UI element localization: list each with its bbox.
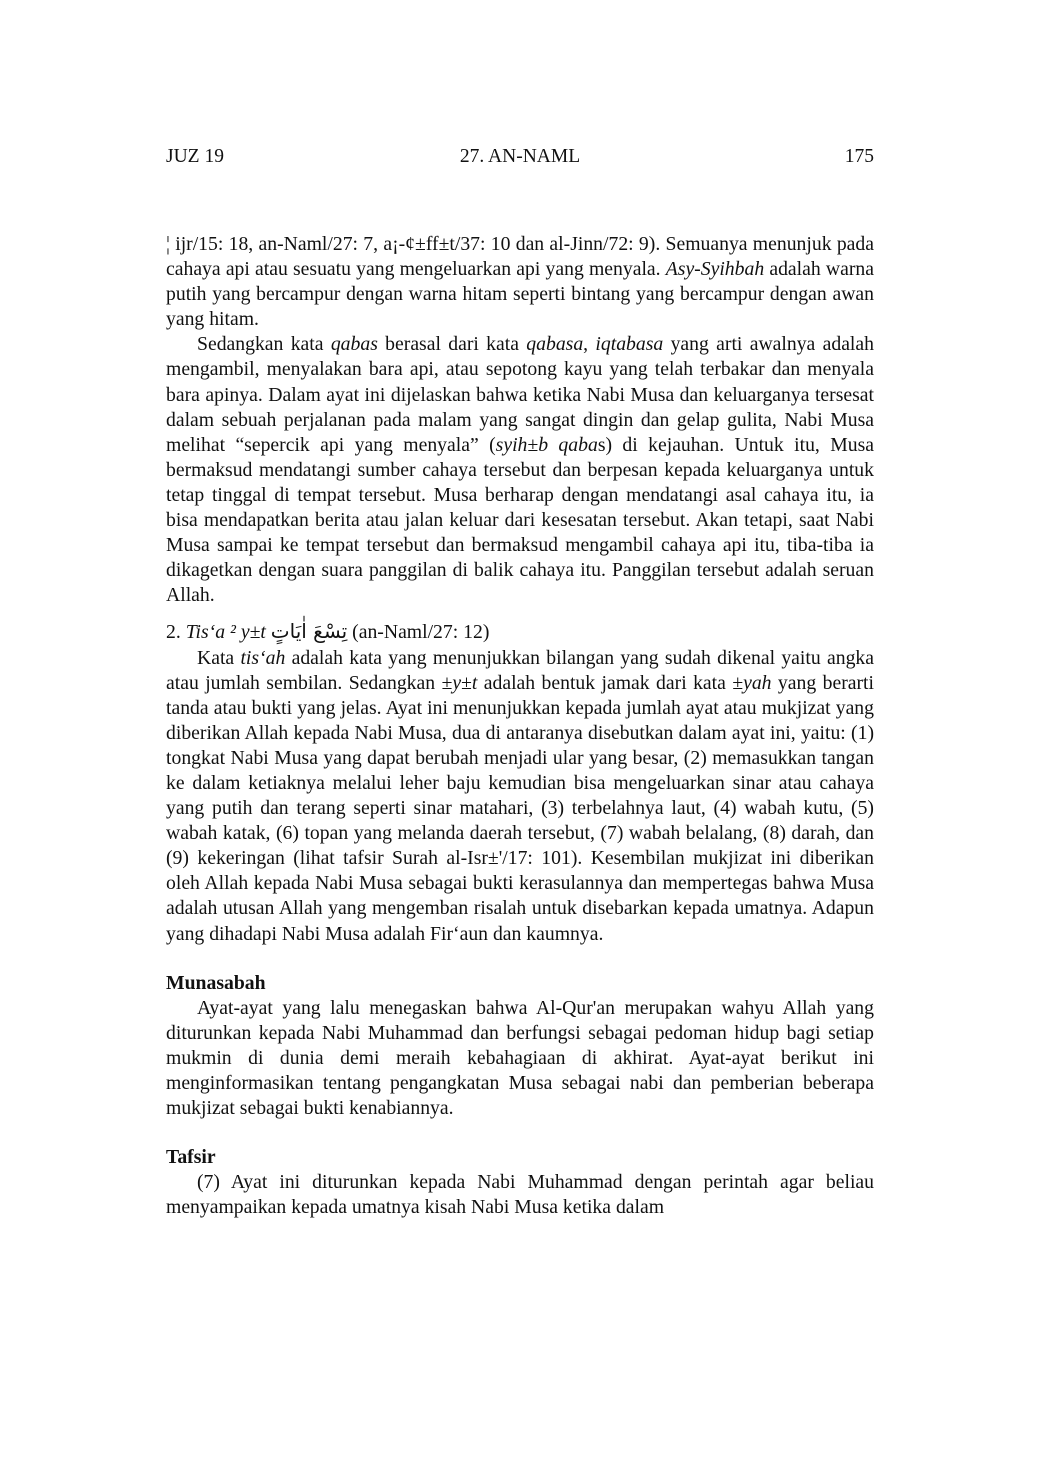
subheading-transliteration: Tis‘a ² y±t [185,621,266,644]
section-heading-munasabah: Munasabah [166,971,266,994]
paragraph-munasabah: Ayat-ayat yang lalu menegaskan bahwa Al-Qur'an merupakan wahyu Allah yang diturunkan kepada Nabi Muhammad dan berfungsi sebagai pedoman hidup bagi setiap mukmin di dunia demi meraih kebahagiaan di akhirat. Ayat-ayat berikut ini menginformasikan tentang pengangkatan Musa sebagai nabi dan pemberian beberapa mukjizat sebagai bukti kenabiannya. [166,996,874,1120]
page-body [166,232,874,1220]
juz-label: JUZ 19 [166,146,224,167]
term-syihab-qabas: syih±b qaba [495,433,598,456]
section-heading-tafsir: Tafsir [166,1146,216,1169]
term-qabas: qabas [330,333,378,356]
surah-title: 27. AN-NAML [459,146,581,167]
subheading-tisa-ayat: 2. Tis‘a ² y±t تِسْعَ اٰيَاتٍ (an-Naml/27: 12) [166,619,490,644]
term-qabasa: qabasa [526,333,584,356]
term-asy-syihbah: Asy-Syihbah [665,258,765,281]
paragraph-qabas: Sedangkan kata qabas berasal dari kata qabasa, iqtabasa yang arti awalnya adalah mengambil, menyalakan bara api, atau sepotong kayu yang telah terbakar dan menyala bara apinya. Dalam ayat ini dijelaskan bahwa ketika Nabi Musa dan keluarganya tersesat dalam sebuah perjalanan pada malam yang sangat dingin dan gelap gulita, Nabi Musa melihat “sepercik api yang menyala” (syih±b qabas) di kejauhan. Untuk itu, Musa bermaksud mendatangi sumber cahaya tersebut dan berpesan kepada keluarganya untuk tetap tinggal di tempat tersebut. Musa berharap dengan mendatangi asal cahaya itu, ia bisa mendapatkan berita atau jalan keluar dari kesesatan tersebut. Akan tetapi, saat Nabi Musa sampai ke tempat tersebut dan bermaksud mengambil cahaya api itu, tiba-tiba ia dikagetkan dengan suara panggilan di balik cahaya itu. Panggilan tersebut adalah seruan Allah. [166,333,874,607]
term-iqtabasa: iqtabasa [595,333,664,356]
term-ayat: ±y±t [441,671,478,694]
running-header [166,146,874,172]
arabic-phrase: تِسْعَ اٰيَاتٍ [270,619,348,644]
term-ayah: ±yah [732,671,772,694]
paragraph-tafsir: (7) Ayat ini diturunkan kepada Nabi Muhammad dengan perintah agar beliau menyampaikan kepada umatnya kisah Nabi Musa ketika dalam [166,1171,874,1219]
term-tisah: tis‘ah [240,646,286,669]
page-number: 175 [844,146,874,167]
paragraph-tisah: Kata tis‘ah adalah kata yang menunjukkan bilangan yang sudah dikenal yaitu angka atau jumlah sembilan. Sedangkan ±y±t adalah bentuk jamak dari kata ±yah yang berarti tanda atau bukti yang jelas. Ayat ini menunjukkan kepada jumlah ayat atau mukjizat yang diberikan Allah kepada Nabi Musa, dua di antaranya disebutkan dalam ayat ini, yaitu: (1) tongkat Nabi Musa yang dapat berubah menjadi ular yang besar, (2) memasukkan tangan ke dalam ketiaknya melalui leher baju kemudian bisa mengeluarkan sinar atau cahaya yang putih dan terang seperti sinar matahari, (3) terbelahnya laut, (4) wabah kutu, (5) wabah katak, (6) topan yang melanda daerah tersebut, (7) wabah belalang, (8) darah, dan (9) kekeringan (lihat tafsir Surah al-Isr±'/17: 101). Kesembilan mukjizat ini diberikan oleh Allah kepada Nabi Musa sebagai bukti kerasulannya dan mempertegas bahwa Musa adalah utusan Allah yang mengemban risalah untuk disebarkan kepada umatnya. Adapun yang dihadapi Nabi Musa adalah Fir‘aun dan kaumnya. [166,646,874,945]
paragraph-continued: ¦ ijr/15: 18, an-Naml/27: 7, a¡-¢±ff±t/37: 10 dan al-Jinn/72: 9). Semuanya menunjuk pada cahaya api atau sesuatu yang mengeluarkan api yang menyala. Asy-Syihbah adalah warna putih yang bercampur dengan warna hitam seperti bintang yang bercampur dengan awan yang hitam. [166,233,874,331]
